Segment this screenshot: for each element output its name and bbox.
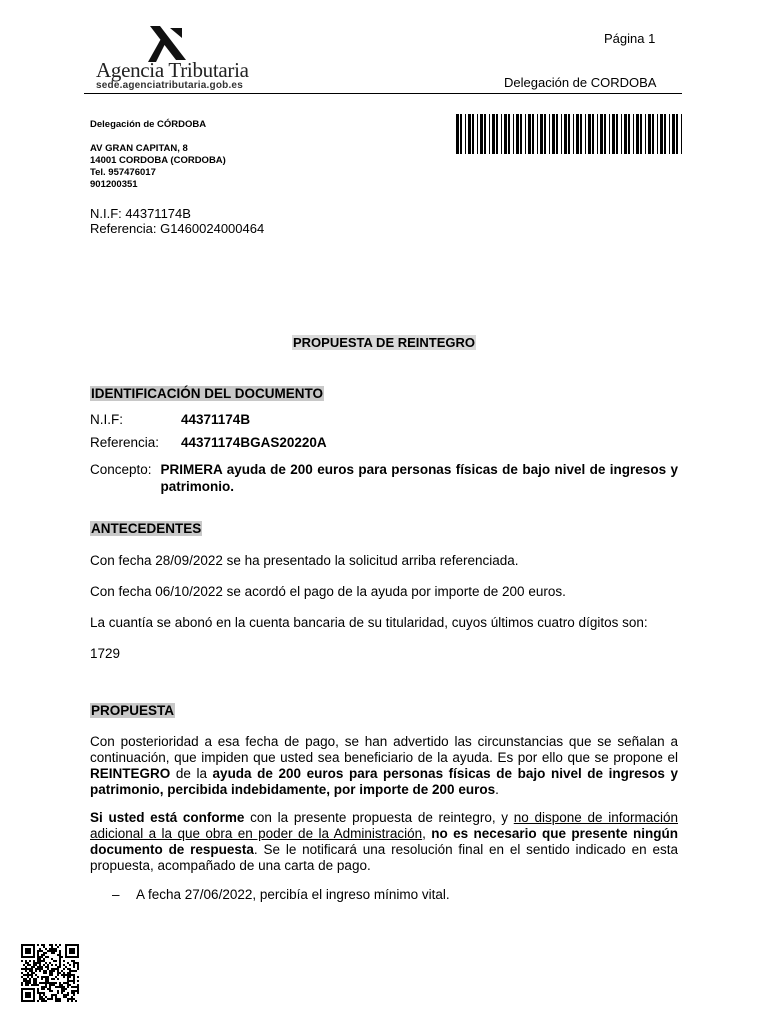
antecedentes-p2: Con fecha 06/10/2022 se acordó el pago de la ayuda por importe de 200 euros. <box>90 584 566 599</box>
section-heading-propuesta: PROPUESTA <box>91 703 175 718</box>
id-ref-value: 44371174BGAS20220A <box>181 435 327 450</box>
recipient-reference: Referencia: G1460024000464 <box>90 221 265 236</box>
document-title-block <box>0 334 768 352</box>
propuesta-p1: Con posterioridad a esa fecha de pago, se han advertido las circunstancias que se señalan a continuación, que impiden que usted sea beneficiario de la ayuda. Es por ello que se propone el REINTEGRO de la ayuda de 200 euros para personas físicas de bajo nivel de ingresos y patrimonio, percibida indebidamente, por importe de 200 euros. <box>90 734 678 797</box>
antecedentes-p3: La cuantía se abonó en la cuenta bancaria de su titularidad, cuyos últimos cuatro dígitos son: <box>90 615 648 630</box>
office-tel: Tel. 957476017 <box>90 167 156 178</box>
office-street: AV GRAN CAPITAN, 8 <box>90 143 188 154</box>
propuesta-list-item <box>112 887 450 902</box>
antecedentes-p1: Con fecha 28/09/2022 se ha presentado la solicitud arriba referenciada. <box>90 553 519 568</box>
qr-code-icon <box>20 944 80 1002</box>
antecedentes-digits: 1729 <box>90 646 121 661</box>
header-delegation: Delegación de CORDOBA <box>504 75 657 90</box>
propuesta-p2: Si usted está conforme con la presente propuesta de reintegro, y no dispone de información adicional a la que obra en poder de la Administración, no es necesario que presente ningún documento de respuesta. Se le notificará una resolución final en el sentido indicado en esta propuesta, acompañado de una carta de pago. <box>90 810 678 873</box>
id-concept-value: PRIMERA ayuda de 200 euros para personas físicas de bajo nivel de ingresos y patrimonio. <box>160 462 678 494</box>
office-address <box>90 119 226 191</box>
header-rule <box>84 93 682 94</box>
id-concept-row <box>90 461 678 495</box>
document-title: PROPUESTA DE REINTEGRO <box>292 335 476 350</box>
id-nif-row <box>90 412 250 427</box>
barcode-icon <box>456 114 686 154</box>
office-city: 14001 CORDOBA (CORDOBA) <box>90 155 226 166</box>
recipient-nif: N.I.F: 44371174B <box>90 206 191 221</box>
logo-url: sede.agenciatributaria.gob.es <box>96 80 243 91</box>
dash-bullet: – <box>112 887 120 902</box>
page-number: Página 1 <box>604 31 656 46</box>
section-heading-identification: IDENTIFICACIÓN DEL DOCUMENTO <box>91 386 324 401</box>
logo-name: Agencia Tributaria <box>96 58 249 82</box>
office-phone2: 901200351 <box>90 179 138 190</box>
section-heading-antecedentes: ANTECEDENTES <box>91 521 202 536</box>
id-nif-value: 44371174B <box>181 412 251 427</box>
id-ref-label: Referencia: <box>90 435 160 450</box>
office-name: Delegación de CÓRDOBA <box>90 119 207 130</box>
propuesta-item-text: A fecha 27/06/2022, percibía el ingreso mínimo vital. <box>136 887 450 902</box>
id-concept-label: Concepto: <box>90 462 152 477</box>
id-nif-label: N.I.F: <box>90 412 123 427</box>
id-ref-row <box>90 435 327 450</box>
recipient-refs <box>90 206 264 236</box>
